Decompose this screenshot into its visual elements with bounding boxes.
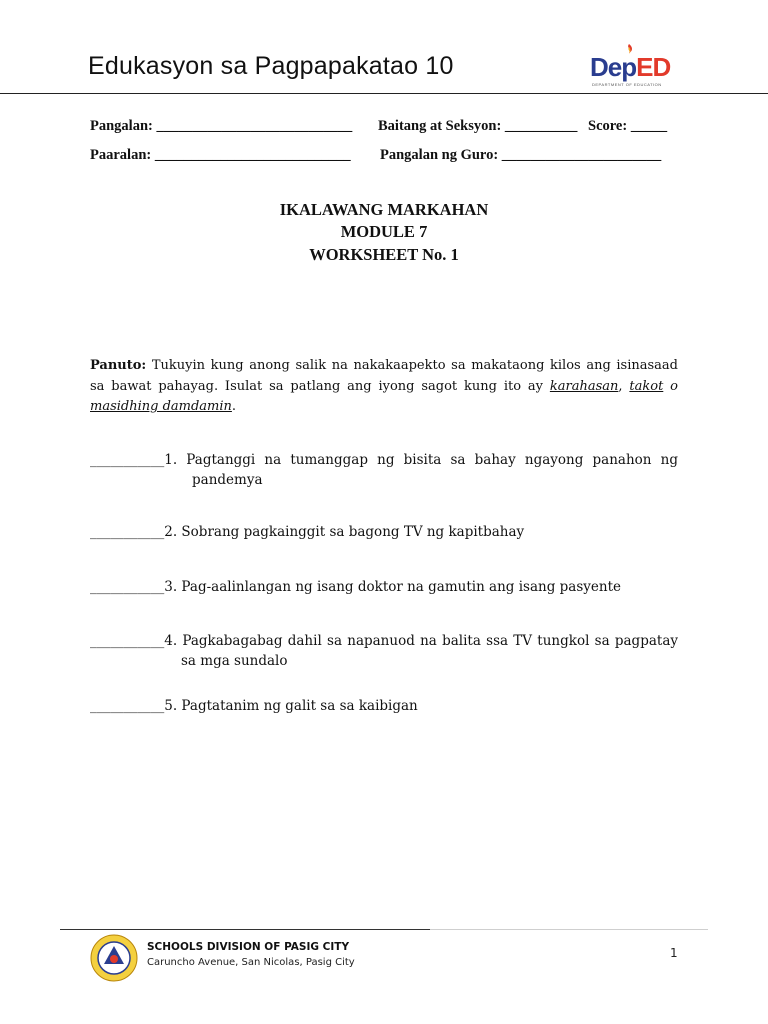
answer-blank[interactable]: ___________ bbox=[90, 579, 165, 595]
option-masidhing-damdamin: masidhing damdamin bbox=[90, 399, 232, 414]
option-takot: takot bbox=[629, 378, 664, 394]
question-text: 3. Pag-aalinlangan ng isang doktor na gamutin ang isang pasyente bbox=[164, 579, 622, 595]
header-divider bbox=[0, 93, 768, 94]
question-item bbox=[90, 523, 678, 543]
deped-logo bbox=[590, 40, 680, 90]
document-title: Edukasyon sa Pagpapakatao 10 bbox=[88, 52, 454, 80]
question-text-continued: pandemya bbox=[192, 471, 263, 488]
logo-subtitle: DEPARTMENT OF EDUCATION bbox=[592, 82, 662, 87]
question-text: 1. Pagtanggi na tumanggap ng bisita sa bahay ngayong panahon ng bbox=[164, 452, 678, 468]
question-item bbox=[90, 578, 678, 598]
answer-blank[interactable]: ___________ bbox=[90, 698, 165, 714]
quarter-heading: IKALAWANG MARKAHAN bbox=[279, 200, 489, 219]
footer-divider-light bbox=[430, 929, 708, 930]
instructions-label: Panuto: bbox=[90, 358, 147, 373]
name-field[interactable]: Pangalan: ___________________________ bbox=[90, 118, 353, 134]
answer-blank[interactable]: ___________ bbox=[90, 452, 165, 468]
worksheet-heading: WORKSHEET No. 1 bbox=[309, 245, 459, 264]
page-number: 1 bbox=[670, 946, 678, 960]
school-field[interactable]: Paaralan: ___________________________ bbox=[90, 147, 351, 163]
module-heading: MODULE 7 bbox=[340, 222, 428, 241]
question-item bbox=[90, 632, 678, 671]
question-text: 2. Sobrang pagkainggit sa bagong TV ng kapitbahay bbox=[164, 524, 525, 540]
footer-divider bbox=[60, 929, 430, 930]
division-name: SCHOOLS DIVISION OF PASIG CITY bbox=[147, 941, 350, 953]
question-item bbox=[90, 697, 678, 717]
division-address: Caruncho Avenue, San Nicolas, Pasig City bbox=[147, 957, 355, 968]
division-seal-icon bbox=[90, 934, 138, 982]
question-item bbox=[90, 451, 678, 490]
logo-text-dep: Dep bbox=[590, 52, 637, 82]
option-karahasan: karahasan bbox=[549, 378, 619, 394]
grade-section-field[interactable]: Baitang at Seksyon: __________ bbox=[378, 118, 578, 134]
logo-text-ed: ED bbox=[636, 52, 671, 82]
question-text: 4. Pagkabagabag dahil sa napanuod na balita ssa TV tungkol sa pagpatay bbox=[164, 633, 678, 649]
instructions: Panuto: Tukuyin kung anong salik na nakakaapekto sa makataong kilos ang isinasaad sa bawat pahayag. Isulat sa patlang ang iyong sagot kung ito ay karahasan, takot o masidhing damdamin. bbox=[90, 358, 678, 414]
question-text-continued: sa mga sundalo bbox=[181, 652, 288, 669]
score-field[interactable]: Score: _____ bbox=[588, 118, 668, 134]
question-text: 5. Pagtatanim ng galit sa sa kaibigan bbox=[164, 698, 418, 714]
answer-blank[interactable]: ___________ bbox=[90, 633, 165, 649]
teacher-field[interactable]: Pangalan ng Guro: ______________________ bbox=[380, 147, 662, 163]
answer-blank[interactable]: ___________ bbox=[90, 524, 165, 540]
